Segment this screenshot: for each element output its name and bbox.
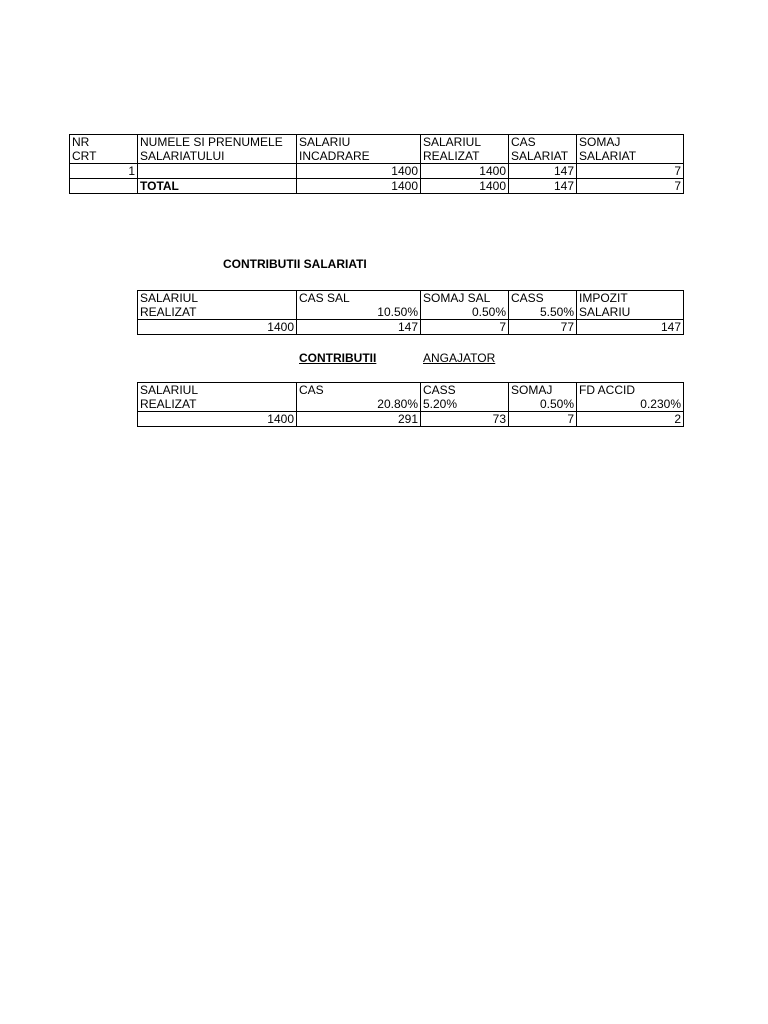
header-somaj-sal: SOMAJ SAL 0.50%: [421, 291, 509, 320]
cell-salariu-incadrare: 1400: [297, 179, 421, 194]
header-impozit: IMPOZIT SALARIU: [577, 291, 684, 320]
header-cas: CAS 20.80%: [297, 383, 421, 412]
cell-cas-sal: 147: [297, 320, 421, 335]
table-row: [138, 412, 684, 427]
header-cas-sal: CAS SAL 10.50%: [297, 291, 421, 320]
cell-impozit: 147: [577, 320, 684, 335]
header-nr-crt: NR CRT: [70, 135, 138, 164]
header-cas-salariat: CAS SALARIAT: [509, 135, 577, 164]
cell-nr: 1: [70, 164, 138, 179]
salary-table: [69, 134, 684, 194]
header-salariul: SALARIUL REALIZAT: [138, 291, 297, 320]
cell-cas: 291: [297, 412, 421, 427]
contributii-salariati-table: [137, 290, 684, 335]
cell-salariul-realizat: 1400: [421, 179, 509, 194]
cell-somaj: 7: [509, 412, 577, 427]
header-salariul: SALARIUL REALIZAT: [138, 383, 297, 412]
header-salariul-realizat: SALARIUL REALIZAT: [421, 135, 509, 164]
contributii-angajator-table: [137, 382, 684, 427]
cell-somaj: 7: [577, 164, 684, 179]
table-total-row: [70, 179, 684, 194]
table-header-row: [138, 383, 684, 412]
header-cass: CASS 5.50%: [509, 291, 577, 320]
cell-cass: 73: [421, 412, 509, 427]
cell-salariul-realizat: 1400: [421, 164, 509, 179]
cell-nume: [138, 164, 297, 179]
header-cass: CASS 5.20%: [421, 383, 509, 412]
header-salariu-incadrare: SALARIU INCADRARE: [297, 135, 421, 164]
cell-salariu-incadrare: 1400: [297, 164, 421, 179]
cell-cas: 147: [509, 179, 577, 194]
section-title-angajator: ANGAJATOR: [423, 351, 496, 365]
cell-salariul: 1400: [138, 320, 297, 335]
table-row: [70, 164, 684, 179]
cell-total-label: TOTAL: [138, 179, 297, 194]
cell-cas: 147: [509, 164, 577, 179]
cell-cass: 77: [509, 320, 577, 335]
header-fd-accid: FD ACCID 0.230%: [577, 383, 684, 412]
cell-somaj: 7: [577, 179, 684, 194]
cell-salariul: 1400: [138, 412, 297, 427]
cell-somaj-sal: 7: [421, 320, 509, 335]
header-somaj: SOMAJ 0.50%: [509, 383, 577, 412]
table-header-row: [70, 135, 684, 164]
section-title-contributii: CONTRIBUTII: [299, 351, 377, 365]
table-header-row: [138, 291, 684, 320]
table-row: [138, 320, 684, 335]
cell-fd-accid: 2: [577, 412, 684, 427]
header-nume: NUMELE SI PRENUMELE SALARIATULUI: [138, 135, 297, 164]
section-title-contributii-salariati: CONTRIBUTII SALARIATI: [223, 257, 367, 271]
cell-nr: [70, 179, 138, 194]
header-somaj-salariat: SOMAJ SALARIAT: [577, 135, 684, 164]
